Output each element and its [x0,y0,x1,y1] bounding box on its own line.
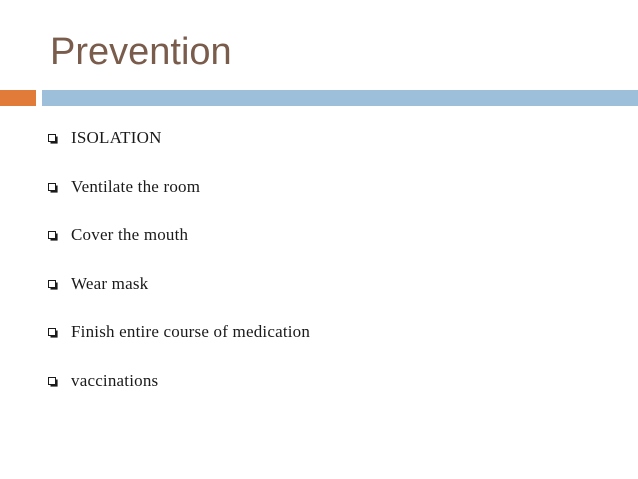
list-item [48,126,310,175]
list-item [48,369,310,418]
hollow-square-bullet-icon [48,377,58,387]
list-item [48,272,310,321]
bullet-text: ISOLATION [71,128,162,147]
slide-title: Prevention [50,31,232,73]
bullet-list [48,126,310,417]
bullet-text: vaccinations [71,370,159,390]
title-accent-bar [0,90,36,106]
hollow-square-bullet-icon [48,134,58,144]
bullet-text: Cover the mouth [71,225,189,244]
hollow-square-bullet-icon [48,280,58,290]
hollow-square-bullet-icon [48,328,58,338]
list-item [48,175,310,224]
hollow-square-bullet-icon [48,183,58,193]
bullet-text: Wear mask [71,273,149,293]
list-item [48,223,310,272]
list-item [48,320,310,369]
title-rule-bar [42,90,638,106]
bullet-text: Finish entire course of medication [71,322,311,341]
bullet-text: Ventilate the room [71,176,201,196]
hollow-square-bullet-icon [48,231,58,241]
